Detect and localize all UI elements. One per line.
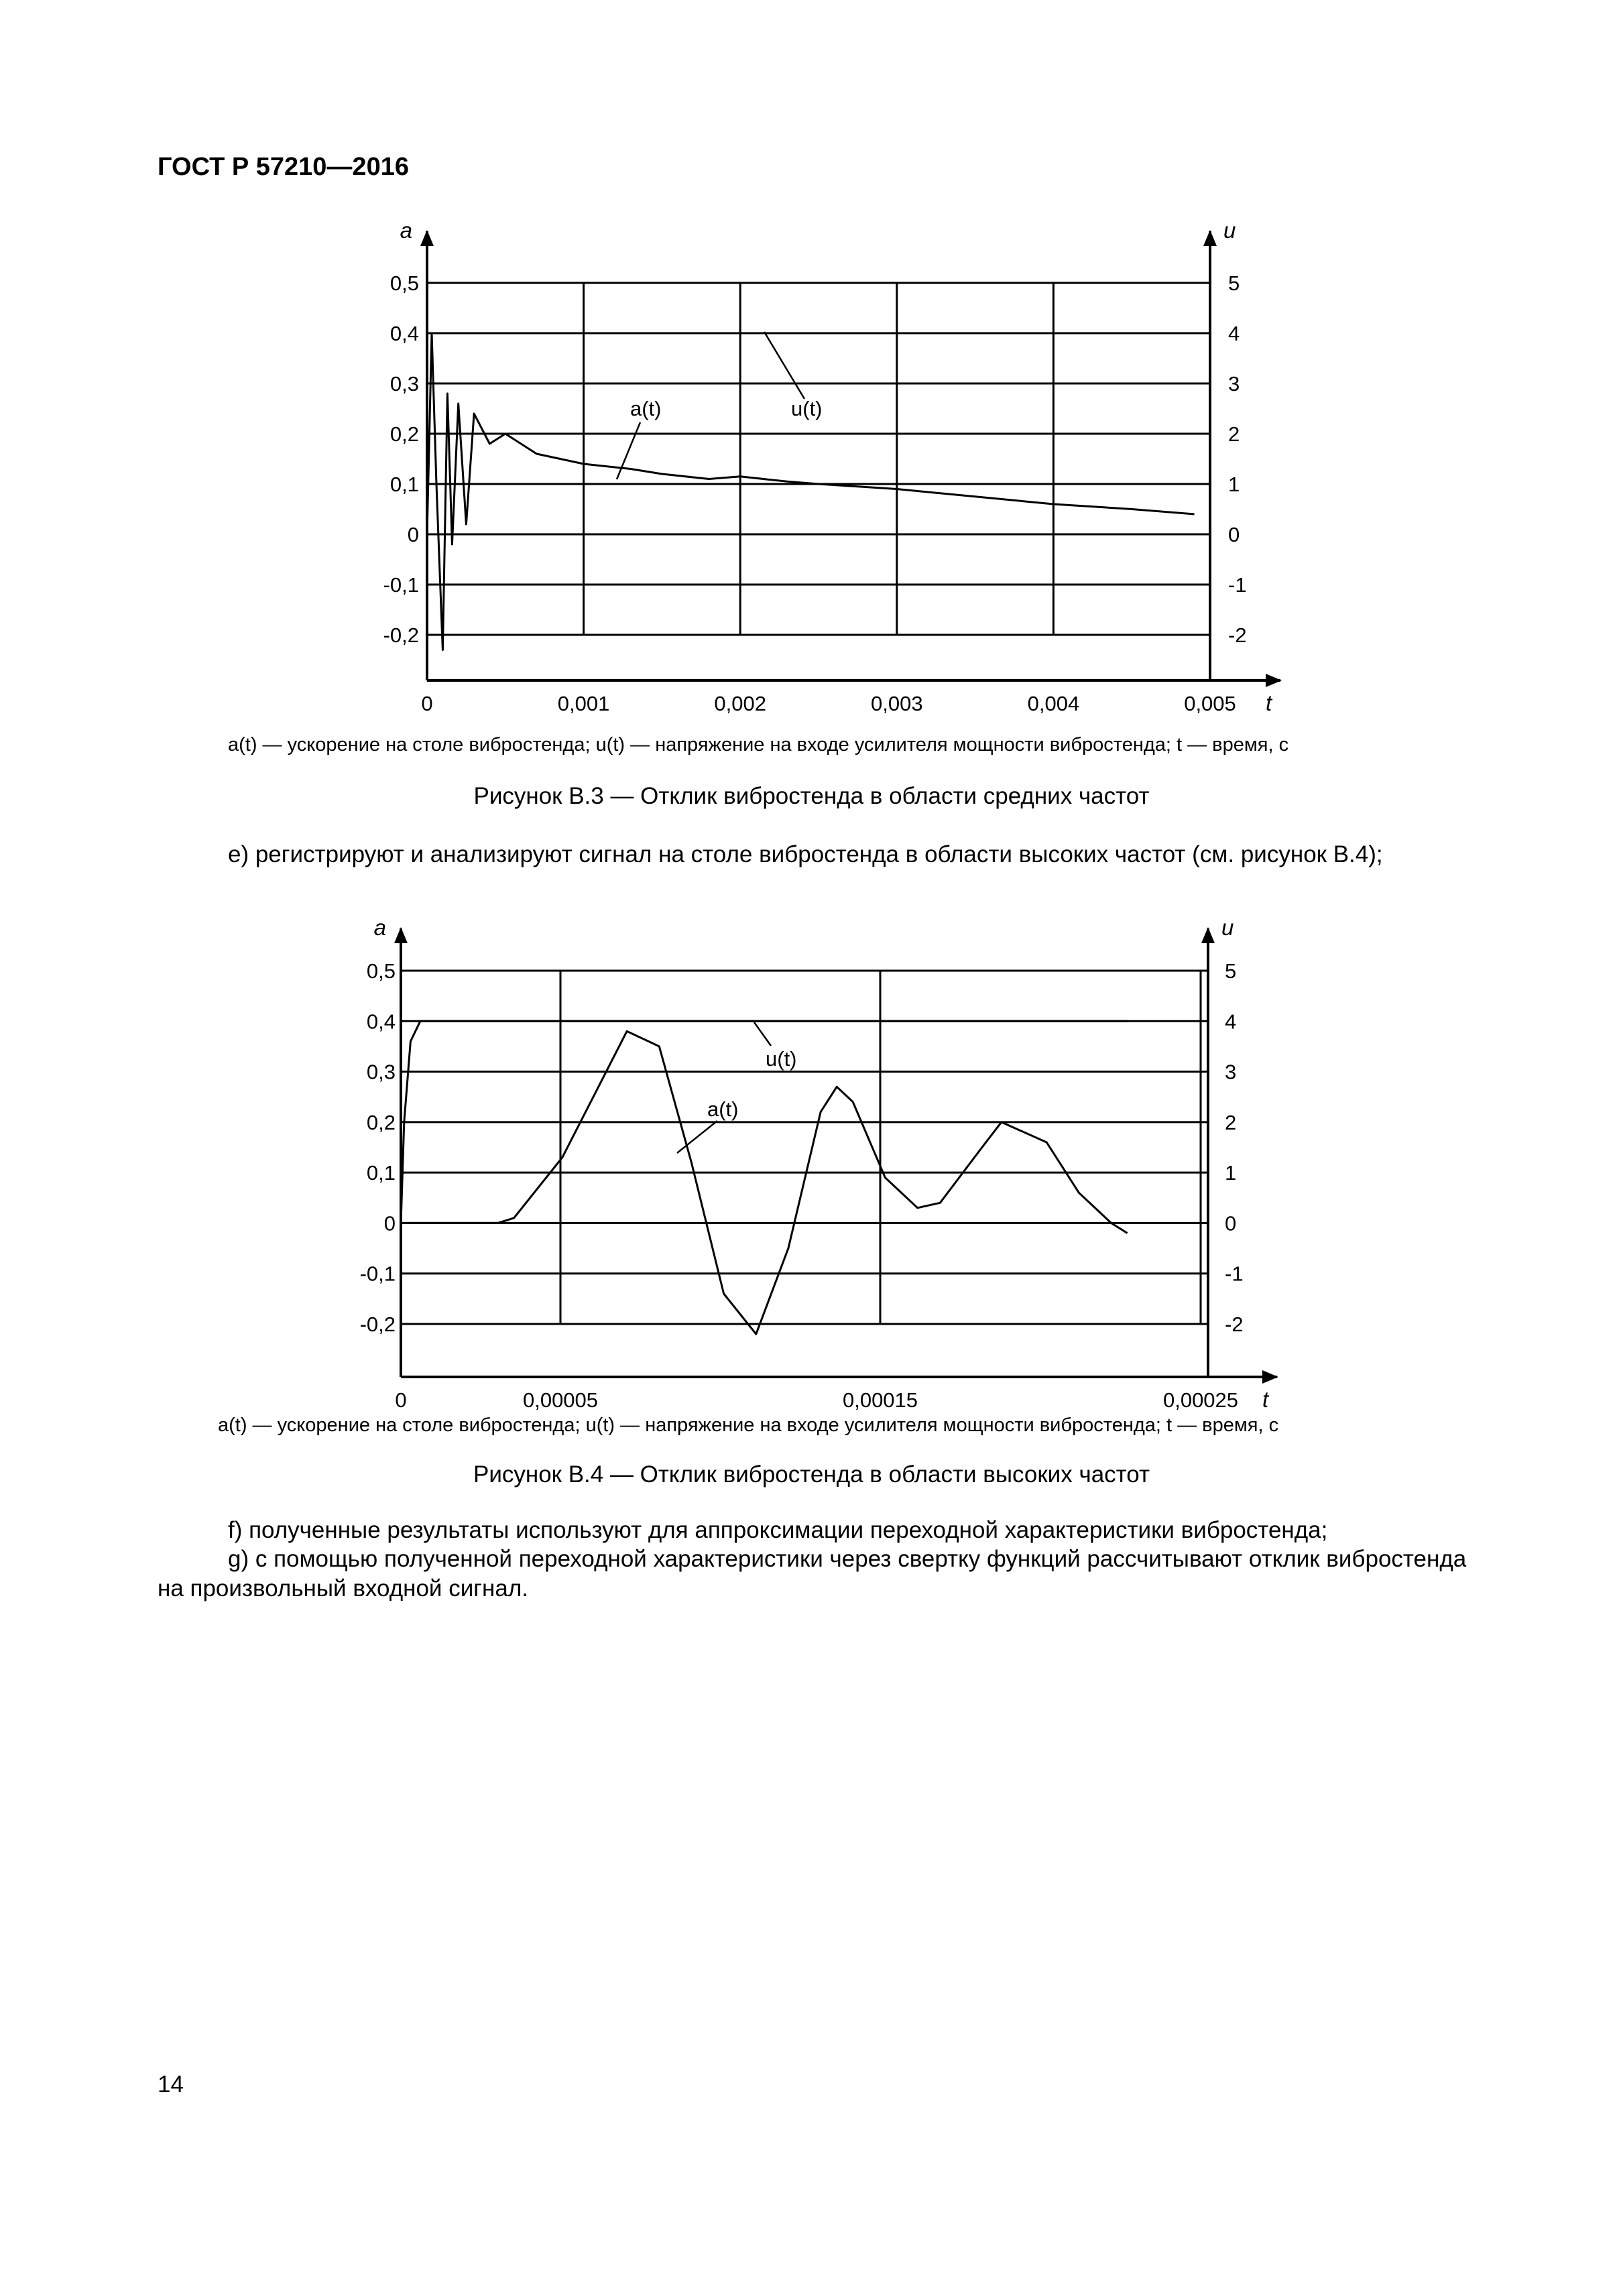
figure-b3-caption: Рисунок В.3 — Отклик вибростенда в области средних частот	[473, 783, 1150, 809]
paragraph-g-line2: на произвольный входной сигнал.	[158, 1575, 528, 1602]
y-tick-label-right: 2	[1225, 1110, 1237, 1134]
y-tick-label-left: 0,3	[366, 1060, 396, 1084]
y-tick-label-right: -1	[1228, 573, 1247, 597]
chart-high-frequency	[0, 898, 1623, 1448]
x-axis-name: t	[1266, 690, 1272, 715]
y-tick-label-left: -0,1	[359, 1262, 396, 1286]
y-tick-label-left: 0,3	[389, 372, 419, 396]
y-tick-label-left: 0,5	[366, 959, 396, 983]
y-tick-label-right: -2	[1228, 623, 1247, 647]
page-number: 14	[158, 2071, 184, 2098]
document-header: ГОСТ Р 57210—2016	[158, 153, 409, 181]
x-tick-label: 0,00005	[522, 1388, 599, 1412]
y-tick-label-right: 1	[1225, 1161, 1237, 1185]
y-tick-label-left: 0,2	[389, 422, 419, 446]
y-axis-left-arrow	[394, 927, 408, 943]
y-axis-name-left: a	[400, 218, 412, 243]
x-axis-name: t	[1262, 1387, 1269, 1412]
y-tick-label-right: 1	[1228, 473, 1240, 496]
y-tick-label-left: 0,2	[366, 1110, 396, 1134]
paragraph-f: f) полученные результаты используют для аппроксимации переходной характеристики вибростенда;	[228, 1517, 1328, 1543]
annotation-leader	[677, 1121, 717, 1153]
paragraph-g-line1: g) с помощью полученной переходной характеристики через свертку функций рассчитывают отклик вибростенда	[228, 1546, 1467, 1572]
x-tick-label: 0	[395, 1388, 407, 1412]
y-tick-label-right: 0	[1228, 523, 1240, 546]
y-tick-label-left: 0	[407, 523, 419, 546]
chart1-legend-text: a(t) — ускорение на столе вибростенда; u(t) — напряжение на входе усилителя мощности вибростенда; t — время, с	[228, 734, 1289, 756]
annotation-leader	[754, 1022, 771, 1046]
y-tick-label-right: 2	[1228, 422, 1240, 446]
x-axis-arrow	[1262, 1370, 1278, 1384]
y-tick-label-left: -0,1	[383, 573, 419, 597]
chart-mid-frequency	[0, 208, 1623, 737]
x-tick-label: 0,00025	[1162, 1388, 1239, 1412]
annotation-label: a(t)	[707, 1097, 739, 1121]
y-tick-label-right: 5	[1228, 271, 1240, 295]
y-axis-name-right: u	[1221, 915, 1234, 940]
y-tick-label-left: -0,2	[359, 1313, 396, 1336]
annotation-leader	[764, 332, 804, 399]
y-tick-label-right: 3	[1228, 372, 1240, 396]
y-axis-right-arrow	[1201, 927, 1215, 943]
x-tick-label: 0,002	[714, 692, 766, 715]
y-axis-right-arrow	[1203, 230, 1217, 246]
y-tick-label-right: 5	[1225, 959, 1237, 983]
annotation-label: u(t)	[766, 1047, 797, 1071]
series-line-a	[401, 1031, 1128, 1334]
y-tick-label-left: 0,1	[389, 473, 419, 496]
x-axis-arrow	[1266, 674, 1282, 687]
y-tick-label-right: 4	[1225, 1010, 1237, 1034]
annotation-label: u(t)	[791, 397, 823, 420]
x-tick-label: 0,005	[1184, 692, 1236, 715]
series-line-a	[427, 333, 1195, 650]
y-tick-label-right: 3	[1225, 1060, 1237, 1084]
paragraph-e: е) регистрируют и анализируют сигнал на столе вибростенда в области высоких частот (см. рисунок В.4);	[228, 841, 1383, 867]
x-tick-label: 0	[421, 692, 433, 715]
x-tick-label: 0,003	[871, 692, 923, 715]
y-tick-label-left: 0,4	[389, 322, 419, 345]
y-tick-label-left: 0	[383, 1211, 396, 1235]
y-axis-name-left: a	[373, 915, 386, 940]
y-tick-label-right: 4	[1228, 322, 1240, 345]
annotation-label: a(t)	[630, 397, 662, 420]
x-tick-label: 0,00015	[842, 1388, 918, 1412]
y-tick-label-left: 0,4	[366, 1010, 396, 1034]
y-axis-name-right: u	[1223, 218, 1236, 243]
chart2-legend-text: a(t) — ускорение на столе вибростенда; u(t) — напряжение на входе усилителя мощности вибростенда; t — время, с	[218, 1414, 1279, 1436]
y-axis-left-arrow	[420, 230, 434, 246]
x-tick-label: 0,004	[1027, 692, 1080, 715]
y-tick-label-right: -2	[1225, 1313, 1244, 1336]
y-tick-label-right: 0	[1225, 1211, 1237, 1235]
figure-b4-caption: Рисунок В.4 — Отклик вибростенда в области высоких частот	[473, 1461, 1150, 1488]
x-tick-label: 0,001	[557, 692, 610, 715]
y-tick-label-left: 0,1	[366, 1161, 396, 1185]
y-tick-label-left: -0,2	[383, 623, 419, 647]
y-tick-label-left: 0,5	[389, 271, 419, 295]
y-tick-label-right: -1	[1225, 1262, 1244, 1286]
